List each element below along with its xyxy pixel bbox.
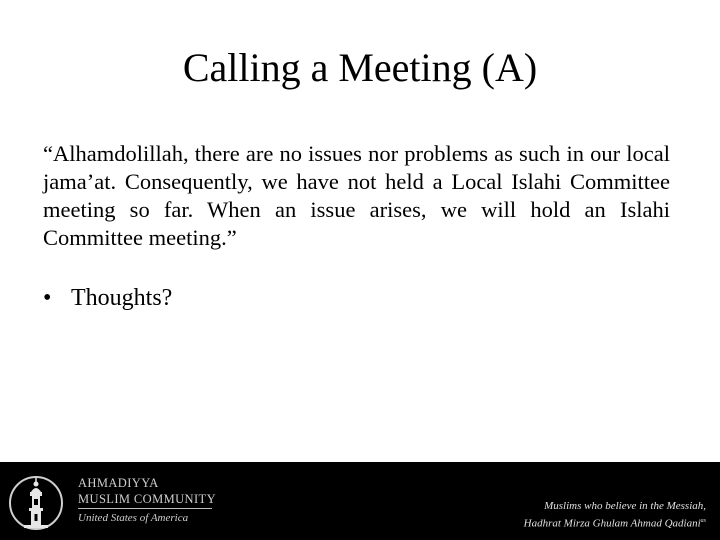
tagline (524, 499, 706, 532)
slide-title: Calling a Meeting (A) (182, 45, 538, 90)
bullet-item (43, 282, 670, 314)
tagline-superscript: as (700, 518, 706, 524)
footer-banner (0, 462, 720, 540)
bullet-marker: • (43, 285, 52, 311)
bullet-list (43, 282, 670, 314)
org-name-line2: MUSLIM COMMUNITY (78, 492, 217, 506)
tagline-line2: Hadhrat Mirza Ghulam Ahmad Qadiani$^{as}$ (523, 517, 706, 530)
organization-country: United States of America (78, 512, 189, 524)
org-divider (78, 508, 212, 509)
minaret-icon (8, 472, 64, 534)
tagline-line1: Muslims who believe in the Messiah, (544, 500, 706, 512)
org-name-line1: AHMADIYYA (78, 476, 159, 490)
organization-name (78, 475, 216, 507)
bullet-text: Thoughts? (71, 285, 173, 311)
quote-text: “Alhamdolillah, there are no issues nor problems as such in our local jama’at. Consequently, we have not held a Local Islahi Committee meeting so far. When an issue arises, we will hold an Islahi Committee meeting.” (43, 141, 670, 250)
